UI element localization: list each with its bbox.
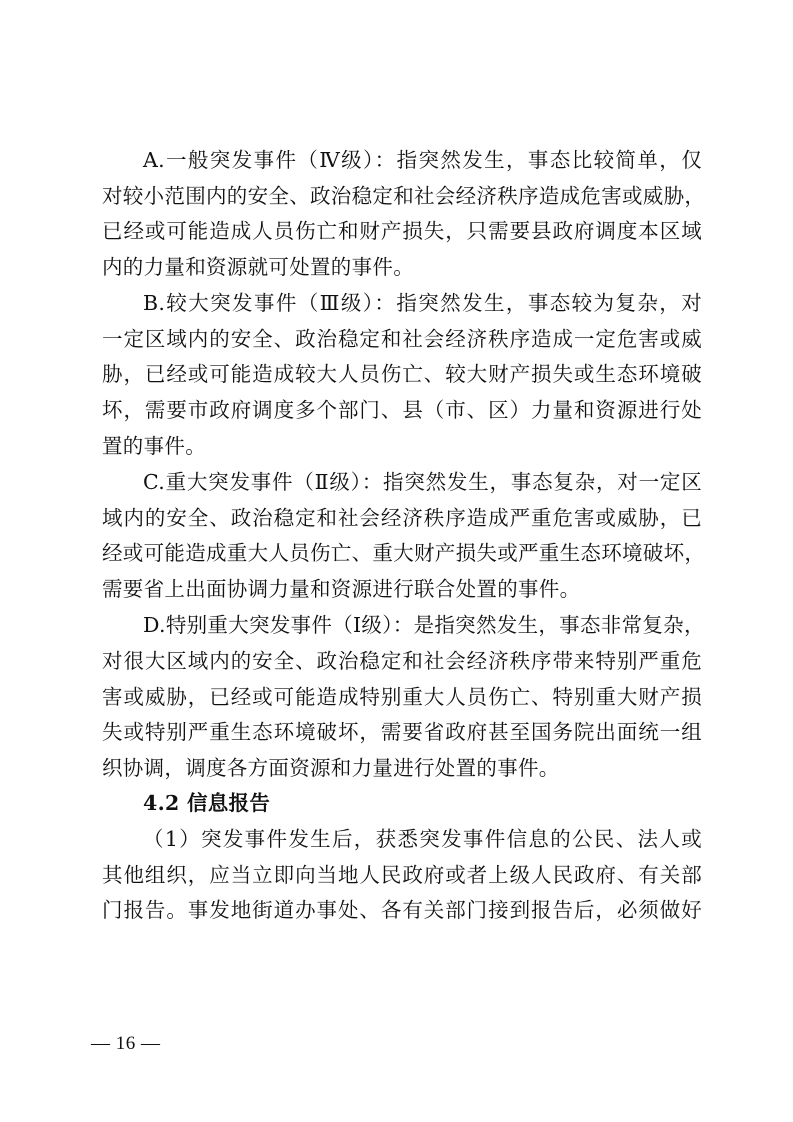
document-body xyxy=(102,143,706,929)
paragraph-information-report xyxy=(102,822,702,929)
text-line: A.一般突发事件（Ⅳ级）：指突然发生，事态比较简单，仅 xyxy=(143,148,702,172)
text-line: 胁，已经或可能造成较大人员伤亡、较大财产损失或生态环境破 xyxy=(102,362,702,387)
text-line: 坏，需要市政府调度多个部门、县（市、区）力量和资源进行处 xyxy=(102,398,702,423)
paragraph-general-event xyxy=(102,143,706,285)
section-heading: 4.2 信息报告 xyxy=(143,791,271,816)
text-line: 置的事件。 xyxy=(102,433,206,458)
text-line: D.特别重大突发事件（Ⅰ级）：是指突然发生，事态非常复杂， xyxy=(143,613,705,638)
text-line: 内的力量和资源就可处置的事件。 xyxy=(102,254,414,279)
text-line: B.较大突发事件（Ⅲ级）：指突然发生，事态较为复杂，对 xyxy=(143,291,702,316)
text-line: 域内的安全、政治稳定和社会经济秩序造成严重危害或威胁，已 xyxy=(102,505,702,530)
text-line: 对较小范围内的安全、政治稳定和社会经济秩序造成危害或威胁， xyxy=(102,183,706,208)
text-line: （1）突发事件发生后，获悉突发事件信息的公民、法人或 xyxy=(143,826,702,851)
text-line: 经或可能造成重大人员伤亡、重大财产损失或严重生态环境破坏， xyxy=(102,541,706,566)
text-line: 门报告。事发地街道办事处、各有关部门接到报告后，必须做好 xyxy=(102,898,702,923)
page-number: — 16 — xyxy=(91,1033,161,1054)
paragraph-major-event xyxy=(102,465,706,607)
paragraph-especially-major-event xyxy=(102,608,705,786)
text-line: 失或特别严重生态环境破坏，需要省政府甚至国务院出面统一组 xyxy=(102,720,702,745)
text-line: 织协调，调度各方面资源和力量进行处置的事件。 xyxy=(102,755,560,780)
text-line: 一定区域内的安全、政治稳定和社会经济秩序造成一定危害或威 xyxy=(102,326,702,351)
text-line: 害或威胁，已经或可能造成特别重大人员伤亡、特别重大财产损 xyxy=(102,684,702,709)
text-line: 需要省上出面协调力量和资源进行联合处置的事件。 xyxy=(102,576,581,601)
text-line: 已经或可能造成人员伤亡和财产损失，只需要县政府调度本区域 xyxy=(102,219,702,244)
paragraph-larger-event xyxy=(102,286,702,464)
text-line: 其他组织，应当立即向当地人民政府或者上级人民政府、有关部 xyxy=(102,862,702,887)
text-line: C.重大突发事件（Ⅱ级）：指突然发生，事态复杂，对一定区 xyxy=(143,470,702,495)
text-line: 对很大区域内的安全、政治稳定和社会经济秩序带来特别严重危 xyxy=(102,648,702,673)
